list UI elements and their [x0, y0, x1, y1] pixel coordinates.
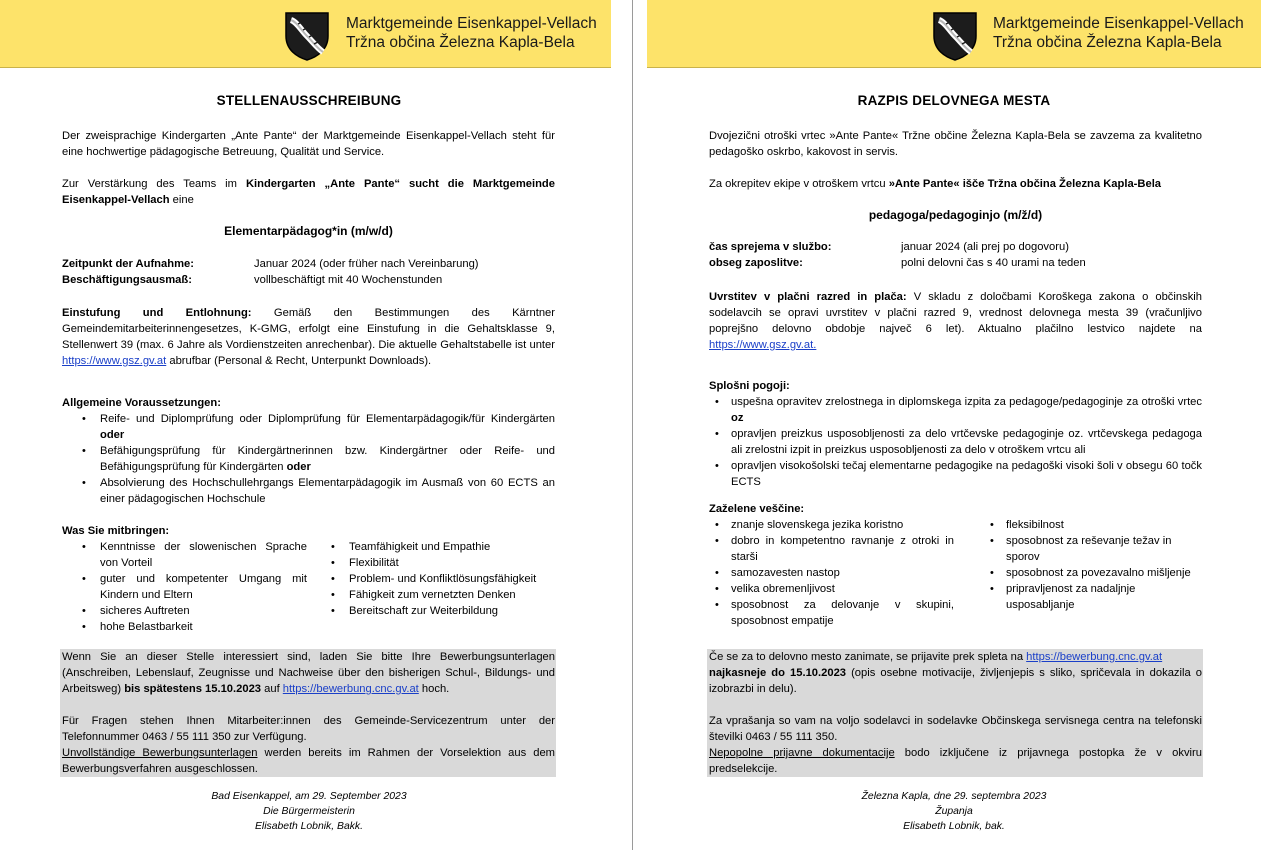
pay-paragraph: Einstufung und Entlohnung: Gemäß den Bestimmungen des Kärntner Gemeindemitarbeiterinnengesetzes, K-GMG, erfolgt eine Einstufung in die Gehaltsklasse 9, Stellenwert 39 (max. 6 Jahre als Vordienstzeiten anrechenbar). Die aktuelle Gehaltstabelle ist unter https://www.gsz.gv.at abrufbar (Personal & Recht, Unterpunkt Downloads). — [62, 307, 555, 367]
skill-item: • hohe Belastbarkeit — [100, 619, 307, 635]
requirement-item: • uspešna opravitev zrelostnega in diplomskega izpita za pedagoge/pedagoginje za otroški vrtec oz — [731, 394, 1202, 426]
skill-item: • Teamfähigkeit und Empathie — [349, 539, 555, 555]
requirement-item: • opravljen preizkus usposobljenosti za delo vrtčevske pedagoginje oz. vrtčevskega pedagoga ali zrelostni izpit in preizkus usposobljenosti za delo v otroškem vrtcu ali — [731, 426, 1202, 458]
application-portal-link[interactable]: https://bewerbung.cnc.gv.at — [1026, 651, 1163, 663]
application-portal-link[interactable]: https://bewerbung.cnc.gv.at — [282, 683, 419, 695]
signature-name: Elisabeth Lobnik, bak. — [903, 821, 1005, 832]
gsz-link[interactable]: https://www.gsz.gv.at — [62, 355, 167, 367]
skill-item: • pripravljenost za nadaljnje usposabljanje — [1006, 581, 1202, 613]
page-divider — [632, 0, 633, 850]
apply-paragraph: Wenn Sie an dieser Stelle interessiert sind, laden Sie bitte Ihre Bewerbungsunterlagen (Anschreiben, Lebenslauf, Zeugnisse und Nachweise über den bisherigen Schul-, Bildungs- und Arbeitsweg) bis spätestens 15.10.2023 auf https://bewerbung.cnc.gv.at hoch. — [62, 651, 555, 695]
skill-item: • Bereitschaft zur Weiterbildung — [349, 603, 555, 619]
start-label: Zeitpunkt der Aufnahme: — [62, 258, 194, 270]
signature-place-date: Železna Kapla, dne 29. septembra 2023 — [861, 791, 1047, 802]
skill-item: • znanje slovenskega jezika koristno — [731, 517, 954, 533]
skill-item: • Flexibilität — [349, 555, 555, 571]
requirement-item: • opravljen visokošolski tečaj elementarne pedagogike na pedagoški visoki šoli v obsegu 60 točk ECTS — [731, 458, 1202, 490]
skills-heading: Zaželene veščine: — [709, 503, 805, 515]
municipality-name-slovene: Tržna občina Železna Kapla-Bela — [993, 34, 1222, 51]
skill-item: • velika obremenljivost — [731, 581, 954, 597]
skill-item: • Kenntnisse der slowenischen Sprache von Vorteil — [100, 539, 307, 571]
skill-item: • sicheres Auftreten — [100, 603, 307, 619]
skill-item: • sposobnost za povezavalno mišljenje — [1006, 565, 1202, 581]
signature-role: Die Bürgermeisterin — [263, 806, 355, 817]
extent-value: polni delovni čas s 40 urami na teden — [901, 257, 1086, 269]
document-title: STELLENAUSSCHREIBUNG — [216, 93, 402, 108]
requirement-item: • Reife- und Diplomprüfung oder Diplomprüfung für Elementarpädagogik/für Kindergärten oder — [100, 411, 555, 443]
extent-label: obseg zaposlitve: — [709, 257, 803, 269]
start-value: Januar 2024 (oder früher nach Vereinbarung) — [254, 258, 479, 270]
extent-label: Beschäftigungsausmaß: — [62, 274, 192, 286]
gsz-link[interactable]: https://www.gsz.gv.at. — [709, 339, 817, 351]
skill-item: • Problem- und Konfliktlösungsfähigkeit — [349, 571, 555, 587]
municipality-name-german: Marktgemeinde Eisenkappel-Vellach — [346, 15, 597, 32]
requirement-item: • Absolvierung des Hochschullehrgangs Elementarpädagogik im Ausmaß von 60 ECTS an einer pädagogischen Hochschule — [100, 475, 555, 507]
requirements-section — [62, 395, 555, 507]
requirements-section — [709, 378, 1202, 490]
requirements-heading: Splošni pogoji: — [709, 380, 790, 392]
seek-paragraph: Za okrepitev ekipe v otroškem vrtcu »Ante Pante« išče Tržna občina Železna Kapla-Bela — [709, 178, 1162, 190]
signature-name: Elisabeth Lobnik, Bakk. — [254, 821, 363, 832]
position-title: Elementarpädagog*in (m/w/d) — [224, 224, 393, 238]
signature-block — [0, 789, 618, 834]
skill-item: • samozavesten nastop — [731, 565, 954, 581]
municipality-name-german: Marktgemeinde Eisenkappel-Vellach — [993, 15, 1244, 32]
requirements-heading: Allgemeine Voraussetzungen: — [62, 397, 221, 409]
job-details — [62, 256, 555, 288]
skill-item: • sposobnost za delovanje v skupini, sposobnost empatije — [731, 597, 954, 629]
skills-section — [62, 523, 555, 635]
questions-paragraph: Za vprašanja so vam na voljo sodelavci in sodelavke Občinskega servisnega centra na telefonski številki 0463 / 55 111 350. Nepopolne prijavne dokumentacije bodo izključene iz prijavnega postopka že v okviru predselekcije. — [709, 715, 1202, 775]
position-title: pedagoga/pedagoginjo (m/ž/d) — [868, 208, 1043, 222]
skill-item: • Fähigkeit zum vernetzten Denken — [349, 587, 555, 603]
questions-paragraph: Für Fragen stehen Ihnen Mitarbeiter:innen des Gemeinde-Servicezentrum unter der Telefonnummer 0463 / 55 111 350 zur Verfügung. Unvollständige Bewerbungsunterlagen werden bereits im Rahmen der Vorselektion aus dem Bewerbungsverfahren ausgeschlossen. — [62, 715, 555, 775]
start-value: januar 2024 (ali prej po dogovoru) — [901, 241, 1069, 253]
apply-paragraph: Če se za to delovno mesto zanimate, se prijavite prek spleta na https://bewerbung.cnc.gv.at najkasneje do 15.10.2023 (opis osebne motivacije, življenjepis s sliko, spričevala in dokazila o izobrazbi in delu). — [709, 651, 1202, 695]
municipality-name-slovene: Tržna občina Železna Kapla-Bela — [346, 34, 575, 51]
seek-paragraph: Zur Verstärkung des Teams im Kindergarten „Ante Pante“ sucht die Marktgemeinde Eisenkappel-Vellach eine — [62, 178, 555, 206]
signature-block — [647, 789, 1261, 834]
extent-value: vollbeschäftigt mit 40 Wochenstunden — [254, 274, 443, 286]
skills-heading: Was Sie mitbringen: — [62, 525, 170, 537]
intro-paragraph: Dvojezični otroški vrtec »Ante Pante« Tržne občine Železna Kapla-Bela se zavzema za kvalitetno pedagoško oskrbo, kakovost in servis. — [709, 130, 1202, 158]
page-german — [0, 0, 630, 850]
requirement-item: • Befähigungsprüfung für Kindergärtnerinnen bzw. Kindergärtner oder Reife- und Befähigungsprüfung für Kindergärten oder — [100, 443, 555, 475]
document-title: RAZPIS DELOVNEGA MESTA — [857, 93, 1051, 108]
skill-item: • sposobnost za reševanje težav in sporov — [1006, 533, 1202, 565]
skill-item: • fleksibilnost — [1006, 517, 1202, 533]
skill-item: • guter und kompetenter Umgang mit Kindern und Eltern — [100, 571, 307, 603]
page-slovene — [647, 0, 1261, 850]
skills-section — [709, 501, 1202, 629]
skill-item: • dobro in kompetentno ravnanje z otroki in starši — [731, 533, 954, 565]
start-label: čas sprejema v službo: — [709, 241, 832, 253]
job-details — [709, 239, 1202, 271]
pay-paragraph: Uvrstitev v plačni razred in plača: V skladu z določbami Koroškega zakona o občinskih sodelavcih se opravi uvrstitev v plačni razred 9, vrednost delovnega mesta 39 (vračunljivo poprejšno delovno obdobje največ 6 let). Aktualno plačilno lestvico najdete na https://www.gsz.gv.at. — [709, 291, 1202, 351]
signature-place-date: Bad Eisenkappel, am 29. September 2023 — [211, 791, 407, 802]
signature-role: Županja — [935, 806, 973, 817]
intro-paragraph: Der zweisprachige Kindergarten „Ante Pante“ der Marktgemeinde Eisenkappel-Vellach steht für eine hochwertige pädagogische Betreuung, Qualität und Service. — [62, 130, 555, 158]
